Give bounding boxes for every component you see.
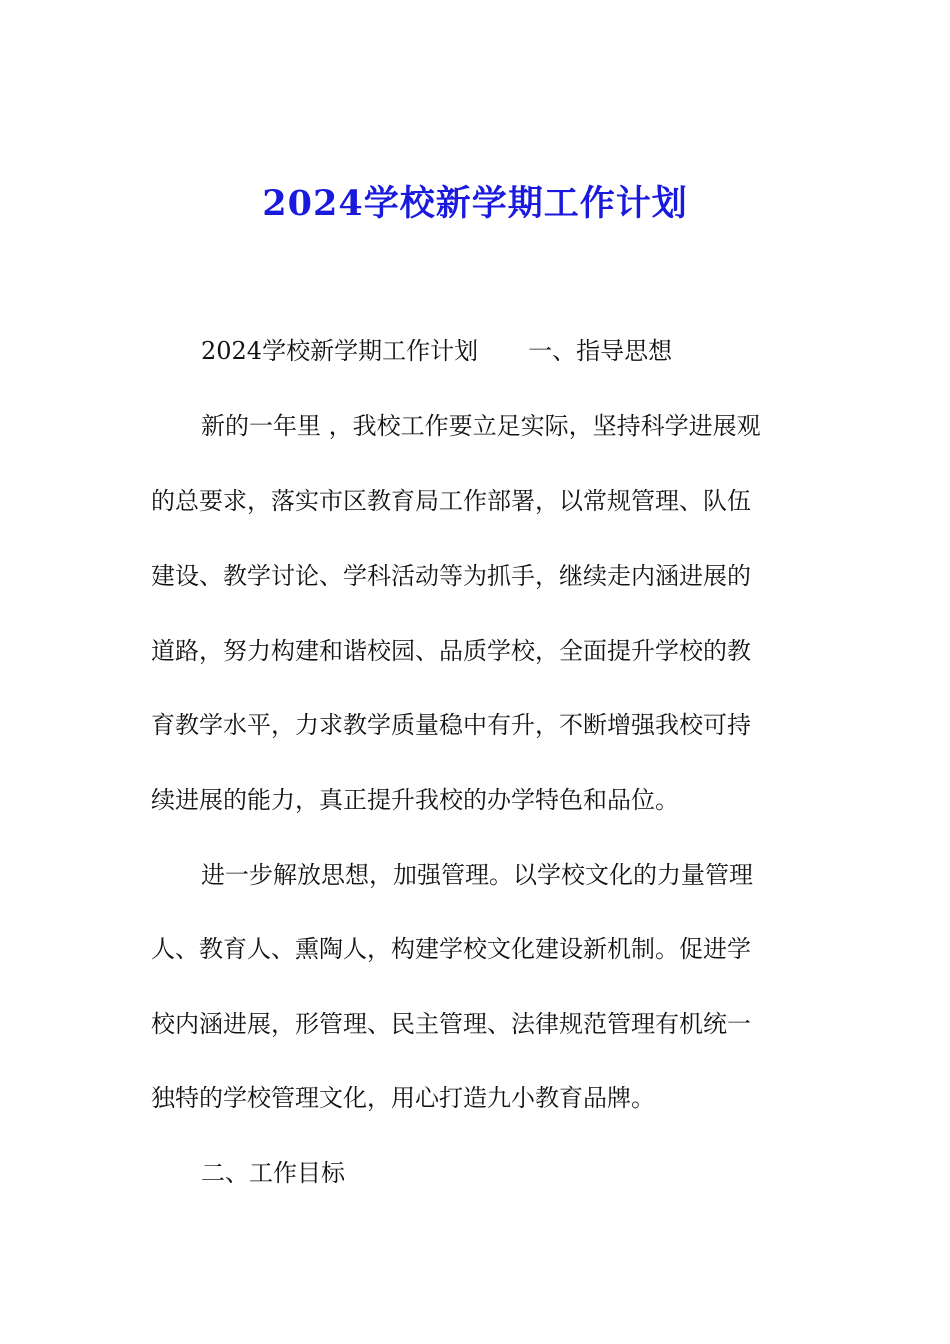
section-heading-guiding-ideology: 一、指导思想: [528, 337, 673, 365]
paragraph-line-1: [151, 336, 811, 366]
paragraph-line-7: 续进展的能力，真正提升我校的办学特色和品位。: [151, 786, 679, 814]
paragraph-line-3: 的总要求，落实市区教育局工作部署，以常规管理、队伍: [151, 487, 751, 515]
paragraph-line-2: 新的一年里 ，我校工作要立足实际，坚持科学进展观: [201, 412, 761, 440]
paragraph-line-6: 育教学水平，力求教学质量稳中有升，不断增强我校可持: [151, 711, 751, 739]
paragraph-line-9: 人、教育人、熏陶人，构建学校文化建设新机制。促进学: [151, 935, 751, 963]
paragraph-line-10: 校内涵进展，形管理、民主管理、法律规范管理有机统一: [151, 1010, 751, 1038]
subtitle-text: 2024学校新学期工作计划: [201, 337, 479, 365]
paragraph-line-8: 进一步解放思想，加强管理。以学校文化的力量管理: [201, 861, 753, 889]
paragraph-line-5: 道路，努力构建和谐校园、品质学校，全面提升学校的教: [151, 637, 751, 665]
document-title: 2024学校新学期工作计划: [262, 183, 688, 224]
paragraph-line-11: 独特的学校管理文化，用心打造九小教育品牌。: [151, 1084, 655, 1112]
paragraph-line-4: 建设、教学讨论、学科活动等为抓手，继续走内涵进展的: [151, 562, 751, 590]
section-heading-work-goals: 二、工作目标: [201, 1159, 345, 1187]
document-body: [151, 336, 811, 1188]
